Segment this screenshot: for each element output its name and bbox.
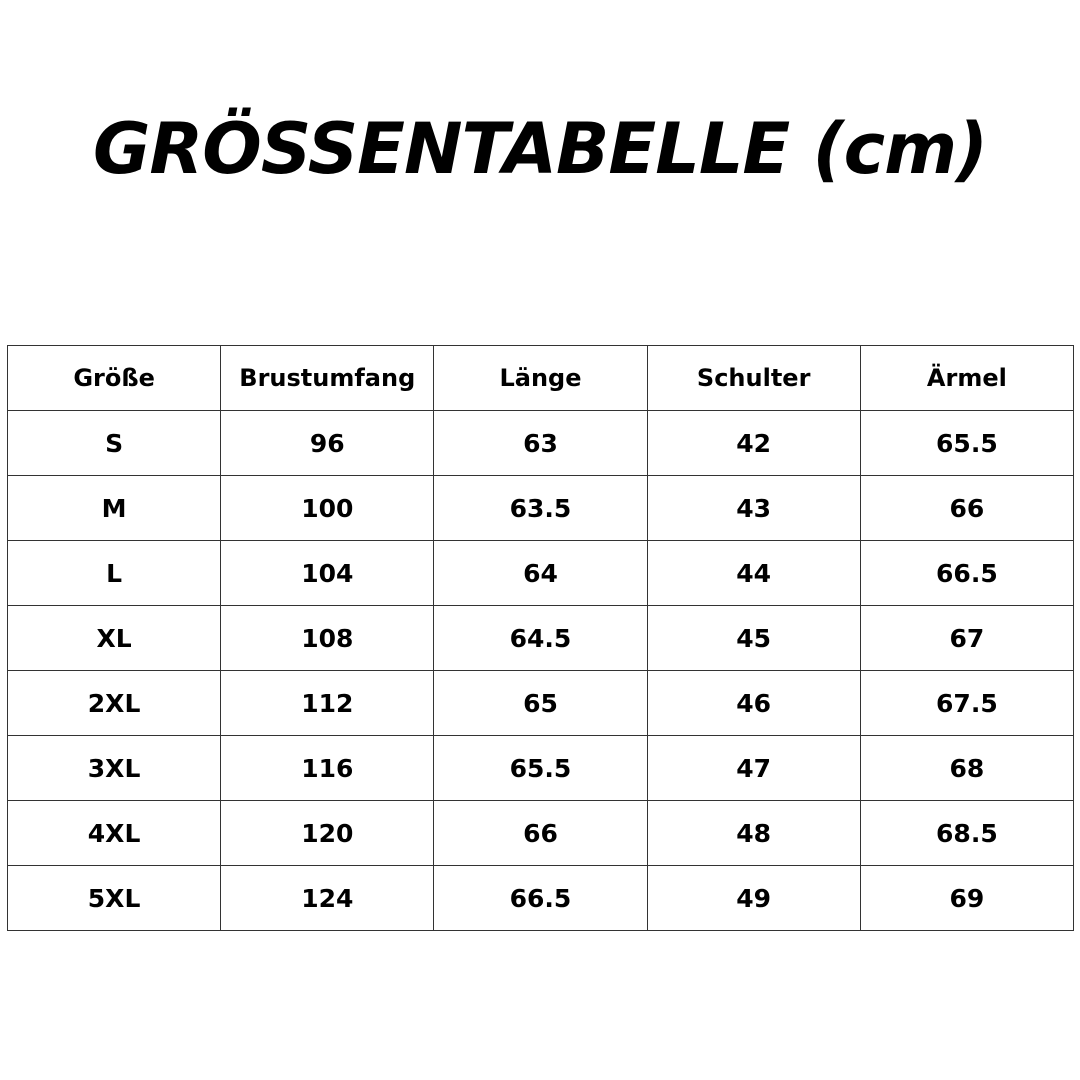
table-cell-aermel: 69 (860, 866, 1073, 931)
table-header-row (8, 346, 1074, 411)
header-aermel: Ärmel (860, 346, 1073, 411)
table-cell-aermel: 68 (860, 736, 1073, 801)
table-cell-size: M (8, 476, 221, 541)
table-cell-schulter: 44 (647, 541, 860, 606)
table-row (8, 476, 1074, 541)
size-table (7, 345, 1074, 931)
table-cell-aermel: 65.5 (860, 411, 1073, 476)
table-cell-size: 5XL (8, 866, 221, 931)
table-cell-laenge: 65 (434, 671, 647, 736)
table-cell-laenge: 63.5 (434, 476, 647, 541)
table-cell-size: 2XL (8, 671, 221, 736)
header-schulter: Schulter (647, 346, 860, 411)
table-cell-laenge: 63 (434, 411, 647, 476)
table-row (8, 411, 1074, 476)
table-cell-schulter: 46 (647, 671, 860, 736)
table-row (8, 671, 1074, 736)
table-cell-schulter: 43 (647, 476, 860, 541)
table-cell-laenge: 66.5 (434, 866, 647, 931)
table-row (8, 736, 1074, 801)
table-cell-aermel: 67 (860, 606, 1073, 671)
table-cell-brustumfang: 96 (221, 411, 434, 476)
page-title: GRÖSSENTABELLE (cm) (92, 108, 988, 190)
table-cell-size: XL (8, 606, 221, 671)
table-cell-brustumfang: 104 (221, 541, 434, 606)
table-cell-aermel: 68.5 (860, 801, 1073, 866)
table-cell-schulter: 45 (647, 606, 860, 671)
table-cell-size: 3XL (8, 736, 221, 801)
table-cell-brustumfang: 108 (221, 606, 434, 671)
table-cell-size: 4XL (8, 801, 221, 866)
table-cell-brustumfang: 120 (221, 801, 434, 866)
table-row (8, 541, 1074, 606)
header-laenge: Länge (434, 346, 647, 411)
table-cell-laenge: 66 (434, 801, 647, 866)
table-cell-brustumfang: 116 (221, 736, 434, 801)
table-cell-schulter: 49 (647, 866, 860, 931)
table-cell-schulter: 47 (647, 736, 860, 801)
table-cell-brustumfang: 100 (221, 476, 434, 541)
table-cell-schulter: 48 (647, 801, 860, 866)
table-row (8, 866, 1074, 931)
table-cell-aermel: 66 (860, 476, 1073, 541)
table-cell-aermel: 66.5 (860, 541, 1073, 606)
table-cell-laenge: 65.5 (434, 736, 647, 801)
header-groesse: Größe (8, 346, 221, 411)
table-cell-size: S (8, 411, 221, 476)
table-row (8, 606, 1074, 671)
table-cell-laenge: 64 (434, 541, 647, 606)
table-cell-brustumfang: 124 (221, 866, 434, 931)
table-cell-aermel: 67.5 (860, 671, 1073, 736)
table-cell-size: L (8, 541, 221, 606)
header-brustumfang: Brustumfang (221, 346, 434, 411)
table-row (8, 801, 1074, 866)
table-cell-laenge: 64.5 (434, 606, 647, 671)
table-cell-schulter: 42 (647, 411, 860, 476)
table-cell-brustumfang: 112 (221, 671, 434, 736)
